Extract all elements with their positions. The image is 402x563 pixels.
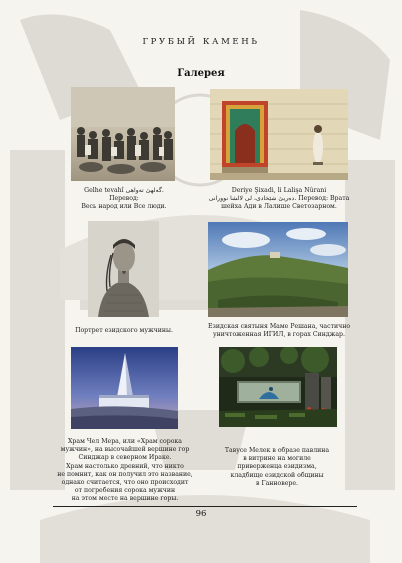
caption-line: мужчин», на высочайшей вершине гор: [60, 446, 190, 454]
caption-line: в витрине на могиле: [243, 455, 311, 463]
caption-line: Храм Чел Мера, или «Храм сорока: [68, 438, 182, 445]
caption-line: Тавусе Мелек в образе павлина: [224, 447, 330, 454]
caption-group-of-people: [62, 187, 186, 212]
caption-line: Весь народ или Все люди.: [81, 203, 167, 211]
portrait-yezidi-man: [88, 221, 159, 317]
caption-line: не помнит, как он получил это название,: [57, 470, 193, 478]
tawuse-melek-peacock-in-cemetery: [219, 347, 337, 427]
caption-gate-of-sheikh-adi: [198, 187, 360, 212]
photo-group-of-people: [71, 87, 175, 181]
mountain-sanctuary-landscape: [208, 222, 348, 317]
caption-line: Портрет езидского мужчины.: [75, 327, 173, 334]
caption-line: Храм настолько древний, что никто: [66, 462, 184, 470]
caption-line: Gelhe tevahî گەلھێ تەواهی.: [84, 187, 164, 194]
caption-line: от погребения сорока мужчин: [74, 487, 176, 495]
section-title: Галерея: [177, 68, 225, 79]
caption-line: приверженца езидизма,: [237, 463, 317, 471]
caption-line: Deriye Şixadi, li Lalişa Nûrani: [231, 187, 327, 194]
caption-line: шейха Ади в Лалише Светозарном.: [221, 203, 337, 211]
caption-line: Езидская святыня Маме Решана, частично: [207, 323, 351, 330]
painting-gate-of-sheikh-adi: [210, 89, 348, 180]
caption-portrait: [62, 327, 186, 335]
running-head: ГРУБЫЙ КАМЕНЬ: [142, 37, 260, 47]
caption-mountain-sanctuary: [196, 323, 362, 339]
caption-tawuse-melek: [212, 447, 342, 488]
caption-line: однако считается, что оно происходит: [61, 479, 189, 487]
caption-line: в Ганновере.: [256, 479, 298, 487]
caption-line: دەریێ شێخادی، لی لالشا نوورانی. Перевод: Врата: [208, 195, 350, 203]
caption-line: Синджар в северном Ираке.: [78, 454, 172, 462]
caption-temple-chel-mera: [48, 438, 202, 504]
footer-rule: [53, 506, 357, 507]
caption-line: Перевод:: [109, 195, 139, 203]
temple-chel-mera-at-dusk: [71, 347, 178, 429]
caption-line: кладбище езидской общины: [230, 471, 324, 479]
page-number: 96: [195, 509, 207, 519]
caption-line: уничтоженная ИГИЛ, в горах Синджар.: [213, 331, 345, 339]
caption-line: на этом месте на вершине горы.: [71, 495, 179, 503]
